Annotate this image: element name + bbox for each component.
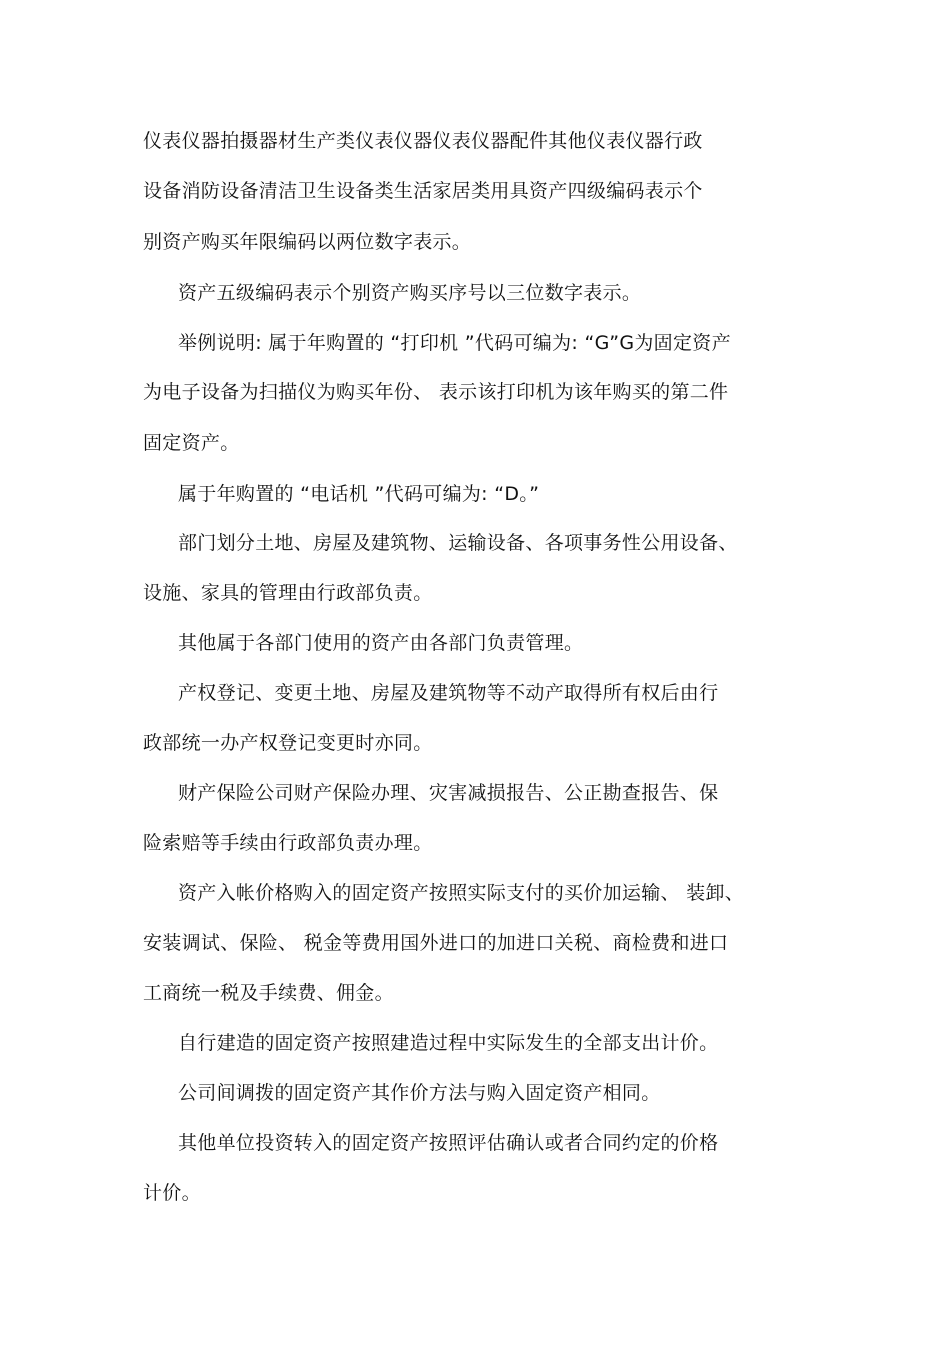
text-line: 属于年购置的 “电话机 ”代码可编为: “D。” [178,483,540,505]
text-line: 设备消防设备清洁卫生设备类生活家居类用具资产四级编码表示个 [143,180,703,202]
text-line: 产权登记、变更土地、房屋及建筑物等不动产取得所有权后由行 [178,682,719,704]
text-line: 政部统一办产权登记变更时亦同。 [143,732,433,754]
text-line: 其他单位投资转入的固定资产按照评估确认或者合同约定的价格 [178,1132,719,1154]
text-line: 仪表仪器拍摄器材生产类仪表仪器仪表仪器配件其他仪表仪器行政 [143,130,703,152]
text-line: 别资产购买年限编码以两位数字表示。 [143,231,472,253]
text-line: 资产入帐价格购入的固定资产按照实际支付的买价加运输、 装卸、 [178,882,745,904]
text-line: 计价。 [143,1182,201,1204]
text-line: 自行建造的固定资产按照建造过程中实际发生的全部支出计价。 [178,1032,719,1054]
text-line: 为电子设备为扫描仪为购买年份、 表示该打印机为该年购买的第二件 [143,381,729,403]
text-line: 设施、家具的管理由行政部负责。 [143,582,433,604]
text-line: 固定资产。 [143,432,240,454]
text-line: 公司间调拨的固定资产其作价方法与购入固定资产相同。 [178,1082,661,1104]
text-line: 安装调试、保险、 税金等费用国外进口的加进口关税、商检费和进口 [143,932,729,954]
text-line: 资产五级编码表示个别资产购买序号以三位数字表示。 [178,282,642,304]
text-line: 举例说明: 属于年购置的 “打印机 ”代码可编为: “G”G为固定资产 [178,332,731,354]
text-line: 其他属于各部门使用的资产由各部门负责管理。 [178,632,584,654]
text-line: 工商统一税及手续费、佣金。 [143,982,394,1004]
text-line: 险索赔等手续由行政部负责办理。 [143,832,433,854]
text-line: 财产保险公司财产保险办理、灾害减损报告、公正勘查报告、保 [178,782,719,804]
text-line: 部门划分土地、房屋及建筑物、运输设备、各项事务性公用设备、 [178,532,738,554]
